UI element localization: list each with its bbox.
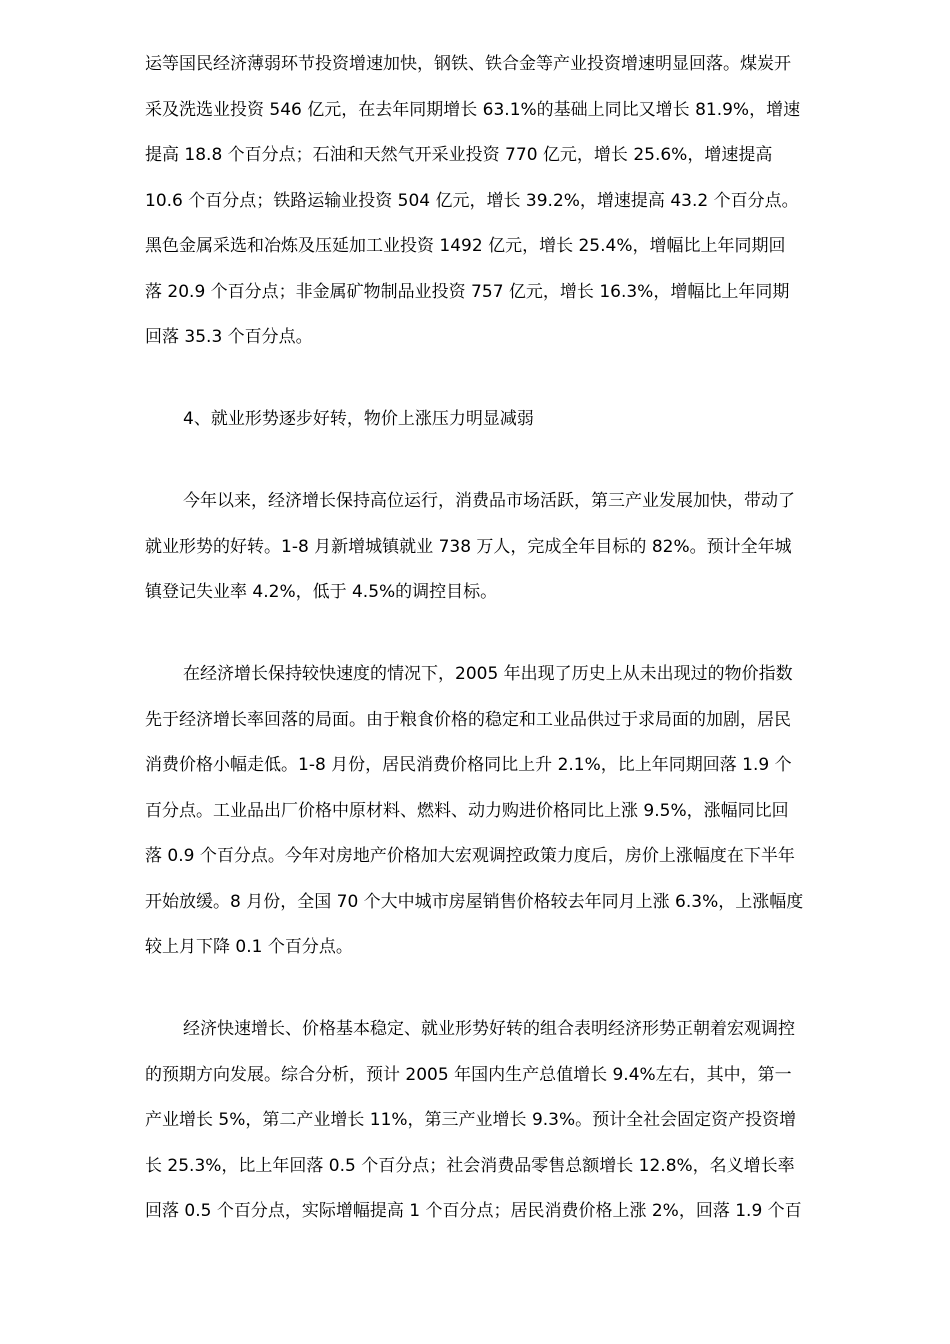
paragraph-gap [145, 361, 877, 398]
document-page [145, 42, 877, 1235]
text-line: 回落 35.3 个百分点。 [145, 327, 313, 347]
paragraph-gap [145, 971, 877, 1008]
text-line: 开始放缓。8 月份，全国 70 个大中城市房屋销售价格较去年同月上涨 6.3%，上涨幅度 [145, 891, 804, 912]
text-line: 提高 18.8 个百分点；石油和天然气开采业投资 770 亿元，增长 25.6%，增速提高 [145, 145, 773, 165]
text-line: 百分点。工业品出厂价格中原材料、燃料、动力购进价格同比上涨 9.5%，涨幅同比回 [145, 800, 789, 821]
text-line: 落 0.9 个百分点。今年对房地产价格加大宏观调控政策力度后，房价上涨幅度在下半年 [145, 846, 795, 866]
text-line: 10.6 个百分点；铁路运输业投资 504 亿元，增长 39.2%，增速提高 43.2 个百分点。 [145, 190, 799, 211]
text-line: 采及洗选业投资 546 亿元，在去年同期增长 63.1%的基础上同比又增长 81.9%，增速 [145, 99, 801, 120]
text-line: 的预期方向发展。综合分析，预计 2005 年国内生产总值增长 9.4%左右，其中，第一 [145, 1064, 792, 1085]
text-line: 在经济增长保持较快速度的情况下，2005 年出现了历史上从未出现过的物价指数 [183, 664, 793, 684]
text-line: 先于经济增长率回落的局面。由于粮食价格的稳定和工业品供过于求局面的加剧，居民 [145, 709, 791, 730]
section-heading [145, 397, 877, 443]
text-line: 较上月下降 0.1 个百分点。 [145, 937, 353, 957]
paragraph-forecast [145, 1007, 877, 1235]
text-line: 经济快速增长、价格基本稳定、就业形势好转的组合表明经济形势正朝着宏观调控 [183, 1019, 795, 1039]
paragraph-investment [145, 42, 877, 361]
text-line: 今年以来，经济增长保持高位运行，消费品市场活跃，第三产业发展加快，带动了 [183, 491, 795, 511]
text-line: 镇登记失业率 4.2%，低于 4.5%的调控目标。 [145, 582, 498, 602]
paragraph-prices [145, 652, 877, 971]
text-line: 落 20.9 个百分点；非金属矿物制品业投资 757 亿元，增长 16.3%，增幅比上年同期 [145, 281, 790, 302]
text-line: 产业增长 5%，第二产业增长 11%，第三产业增长 9.3%。预计全社会固定资产投资增 [145, 1110, 797, 1130]
text-line: 就业形势的好转。1-8 月新增城镇就业 738 万人，完成全年目标的 82%。预计全年城 [145, 536, 792, 557]
heading-text: 4、就业形势逐步好转，物价上涨压力明显减弱 [183, 409, 534, 429]
paragraph-gap [145, 616, 877, 653]
text-line: 运等国民经济薄弱环节投资增速加快，钢铁、铁合金等产业投资增速明显回落。煤炭开 [145, 54, 791, 74]
paragraph-gap [145, 443, 877, 480]
text-line: 回落 0.5 个百分点，实际增幅提高 1 个百分点；居民消费价格上涨 2%，回落 1.9 个百 [145, 1201, 802, 1221]
text-line: 消费价格小幅走低。1-8 月份，居民消费价格同比上升 2.1%，比上年同期回落 1.9 个 [145, 755, 792, 775]
text-line: 长 25.3%，比上年回落 0.5 个百分点；社会消费品零售总额增长 12.8%，名义增长率 [145, 1155, 795, 1176]
text-line: 黑色金属采选和冶炼及压延加工业投资 1492 亿元，增长 25.4%，增幅比上年同期回 [145, 236, 786, 256]
paragraph-employment [145, 479, 877, 616]
